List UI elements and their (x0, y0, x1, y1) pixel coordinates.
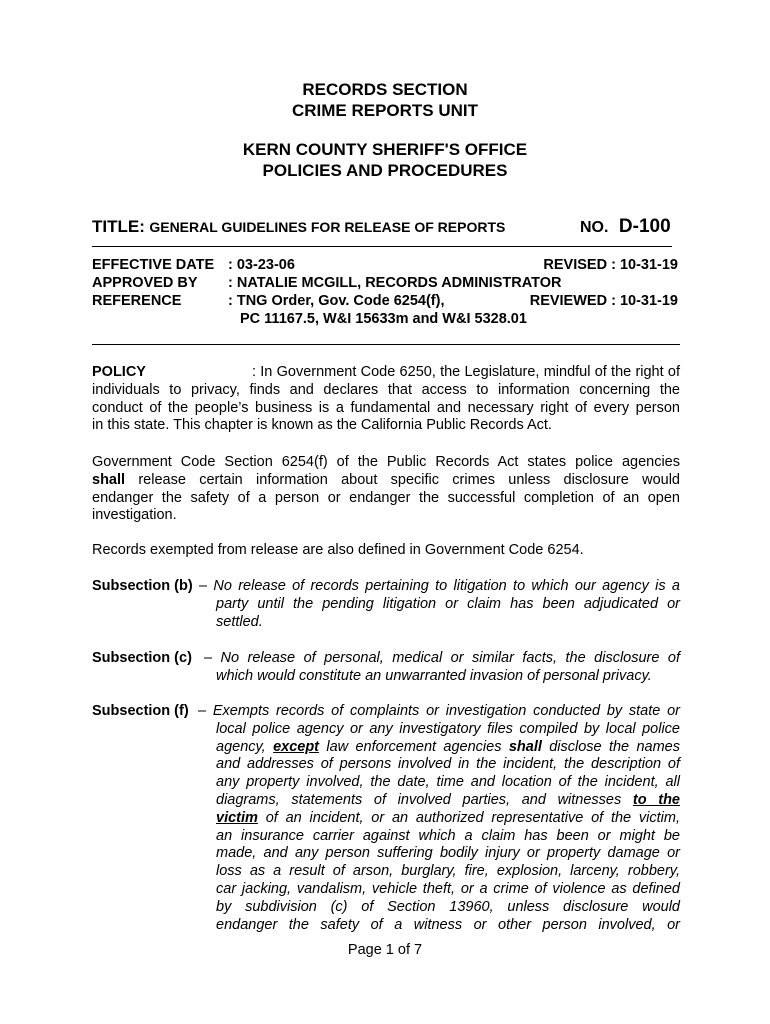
title-row (92, 217, 505, 237)
subsection-f-line: loss as a result of arson, burglary, fire, explosion, larceny, robbery, (216, 863, 680, 880)
document-number (580, 216, 671, 238)
subsection-b-line: settled. (216, 613, 263, 630)
subsection-f-line: and addresses of persons involved in the incident, the description of (216, 756, 680, 773)
approved-by-label: APPROVED BY (92, 275, 198, 291)
header-doc-type: POLICIES AND PROCEDURES (262, 161, 508, 180)
emphasis-shall: shall (92, 471, 126, 488)
page-number: Page 1 of 7 (347, 942, 423, 958)
subsection-b-line: party until the pending litigation or claim has been adjudicated or (216, 595, 680, 612)
subsection-f-line: endanger the safety of a witness or other person involved, or (216, 916, 680, 933)
subsection-f-line: – Exempts records of complaints or investigation conducted by state or (198, 703, 680, 719)
subsection-f-text: diagrams, statements of involved parties, and witnesses (216, 791, 633, 808)
reviewed-date: REVIEWED : 10-31-19 (529, 293, 678, 309)
reference-label: REFERENCE (92, 293, 182, 309)
subsection-c (92, 650, 680, 686)
subsection-f-line: by subdivision (c) of Section 13960, unless disclosure would (216, 898, 680, 915)
subsection-f-line (216, 739, 680, 757)
meta-divider (92, 344, 680, 345)
paragraph-line (92, 472, 680, 490)
header-office-name: KERN COUNTY SHERIFF'S OFFICE (242, 140, 528, 159)
subsection-f-line: local police agency or any investigatory files compiled by local police (216, 720, 680, 737)
approved-by-value: : NATALIE MCGILL, RECORDS ADMINISTRATOR (228, 275, 562, 291)
subsection-b-line: – No release of records pertaining to litigation to which our agency is a (199, 578, 680, 594)
subsection-f-text: agency, (216, 738, 274, 755)
policy-line: conduct of the people’s business is a fundamental and necessary right of every person (92, 399, 680, 416)
revised-date: REVISED : 10-31-19 (543, 257, 678, 273)
subsection-f-text: disclose the names (541, 738, 680, 755)
subsection-f-line: made, and any person suffering bodily injury or property damage or (216, 845, 680, 862)
reference-value: : TNG Order, Gov. Code 6254(f), (228, 293, 445, 309)
paragraph-exempted: Records exempted from release are also defined in Government Code 6254. (92, 542, 584, 558)
subsection-f-line (216, 792, 680, 810)
title-label: TITLE: (92, 217, 145, 236)
policy-label: POLICY (92, 364, 146, 380)
subsection-f-line (216, 810, 680, 828)
reference-continuation: PC 11167.5, W&I 15633m and W&I 5328.01 (240, 311, 527, 327)
emphasis-victim: victim (216, 809, 258, 826)
effective-date-value: : 03-23-06 (228, 257, 295, 273)
subsection-c-label: Subsection (c) (92, 650, 192, 666)
subsection-f-line: an insurance carrier against which a claim has been or might be (216, 827, 680, 844)
subsection-f-line: any property involved, the date, time and location of the incident, all (216, 774, 680, 791)
policy-paragraph (92, 364, 680, 435)
policy-line: in this state. This chapter is known as the California Public Records Act. (92, 417, 552, 434)
subsection-f-text: law enforcement agencies (319, 738, 509, 755)
page-title: GENERAL GUIDELINES FOR RELEASE OF REPORTS (149, 219, 506, 235)
subsection-f-text: of an incident, or an authorized representative of the victim, (257, 809, 680, 826)
subsection-f (92, 703, 680, 934)
paragraph-line: Government Code Section 6254(f) of the Public Records Act states police agencies (92, 454, 680, 470)
policy-line: individuals to privacy, finds and declares that access to information concerning the (92, 381, 680, 398)
emphasis-to-the: to the (632, 791, 681, 808)
header-unit-name: CRIME REPORTS UNIT (291, 101, 479, 120)
paragraph-text: release certain information about specific crimes unless disclosure would (125, 471, 680, 488)
subsection-c-line: – No release of personal, medical or similar facts, the disclosure of (204, 650, 680, 666)
emphasis-except: except (273, 738, 320, 755)
doc-number-value: D-100 (618, 216, 671, 237)
subsection-f-label: Subsection (f) (92, 703, 189, 719)
emphasis-shall: shall (508, 738, 542, 755)
subsection-c-line: which would constitute an unwarranted invasion of personal privacy. (216, 667, 652, 684)
header-section-name: RECORDS SECTION (302, 80, 468, 99)
title-divider (92, 246, 672, 247)
policy-line: : In Government Code 6250, the Legislature, mindful of the right of (252, 364, 680, 380)
subsection-b-label: Subsection (b) (92, 578, 193, 594)
subsection-f-line: car jacking, vandalism, vehicle theft, or a crime of violence as defined (216, 880, 680, 897)
subsection-b (92, 578, 680, 631)
paragraph-6254f (92, 454, 680, 525)
effective-date-label: EFFECTIVE DATE (92, 257, 215, 273)
paragraph-line: endanger the safety of a person or endanger the successful completion of an open (92, 489, 680, 506)
doc-number-label: NO. (580, 219, 609, 236)
paragraph-line: investigation. (92, 507, 177, 524)
